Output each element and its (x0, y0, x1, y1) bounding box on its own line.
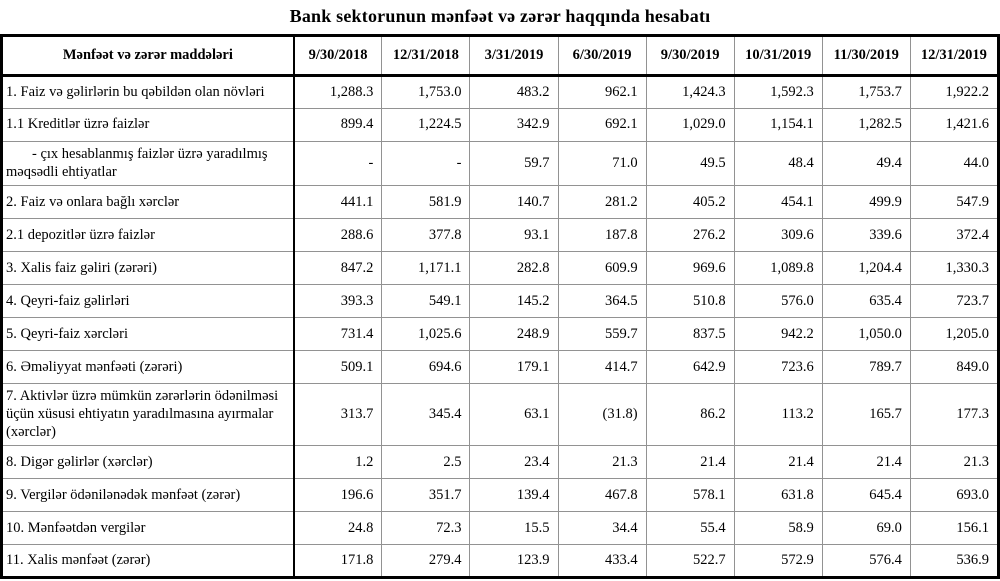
row-value: 15.5 (470, 512, 558, 545)
row-value: 483.2 (470, 76, 558, 109)
row-value: 179.1 (470, 351, 558, 384)
row-value: 49.5 (646, 142, 734, 186)
row-value: 1,029.0 (646, 109, 734, 142)
row-value: 1,282.5 (822, 109, 910, 142)
header-period: 9/30/2019 (646, 36, 734, 76)
row-value: 276.2 (646, 219, 734, 252)
row-value: 342.9 (470, 109, 558, 142)
header-period: 6/30/2019 (558, 36, 646, 76)
row-value: 1,154.1 (734, 109, 822, 142)
row-value: 837.5 (646, 318, 734, 351)
table-row (2, 446, 999, 479)
table-row (2, 142, 999, 186)
row-value: 1,089.8 (734, 252, 822, 285)
row-label: 4. Qeyri-faiz gəlirləri (2, 285, 294, 318)
row-value: 156.1 (910, 512, 998, 545)
row-value: 942.2 (734, 318, 822, 351)
row-value: 21.3 (558, 446, 646, 479)
table-row (2, 318, 999, 351)
row-value: 693.0 (910, 479, 998, 512)
row-value: 576.0 (734, 285, 822, 318)
row-value: 847.2 (294, 252, 382, 285)
row-value: 522.7 (646, 545, 734, 578)
row-value: 171.8 (294, 545, 382, 578)
row-value: 849.0 (910, 351, 998, 384)
row-value: 962.1 (558, 76, 646, 109)
row-value: 899.4 (294, 109, 382, 142)
row-value: 536.9 (910, 545, 998, 578)
row-value: 21.3 (910, 446, 998, 479)
row-value: 86.2 (646, 384, 734, 446)
row-value: 177.3 (910, 384, 998, 446)
report-title: Bank sektorunun mənfəət və zərər haqqında hesabatı (289, 6, 711, 26)
row-value: 1,204.4 (822, 252, 910, 285)
row-value: 196.6 (294, 479, 382, 512)
row-value: 339.6 (822, 219, 910, 252)
header-period: 9/30/2018 (294, 36, 382, 76)
header-period: 12/31/2018 (382, 36, 470, 76)
row-value: 694.6 (382, 351, 470, 384)
row-value: 21.4 (734, 446, 822, 479)
row-value: 642.9 (646, 351, 734, 384)
row-label: 1. Faiz və gəlirlərin bu qəbildən olan növləri (2, 76, 294, 109)
row-value: 1.2 (294, 446, 382, 479)
row-value: 454.1 (734, 186, 822, 219)
row-value: 1,171.1 (382, 252, 470, 285)
row-value: 723.6 (734, 351, 822, 384)
row-value: 692.1 (558, 109, 646, 142)
row-value: 139.4 (470, 479, 558, 512)
row-value: 1,025.6 (382, 318, 470, 351)
row-value: 140.7 (470, 186, 558, 219)
row-value: 1,288.3 (294, 76, 382, 109)
row-value: 645.4 (822, 479, 910, 512)
row-value: 559.7 (558, 318, 646, 351)
row-value: 1,753.7 (822, 76, 910, 109)
row-value: 63.1 (470, 384, 558, 446)
row-value: 631.8 (734, 479, 822, 512)
row-label: 1.1 Kreditlər üzrə faizlər (2, 109, 294, 142)
table-row (2, 512, 999, 545)
row-label: 7. Aktivlər üzrə mümkün zərərlərin ödənilməsi üçün xüsusi ehtiyatın yaradılmasına ayırmalar (xərclər) (2, 384, 294, 446)
row-value: 113.2 (734, 384, 822, 446)
row-label: 5. Qeyri-faiz xərcləri (2, 318, 294, 351)
row-value: 313.7 (294, 384, 382, 446)
row-value: 44.0 (910, 142, 998, 186)
row-value: 309.6 (734, 219, 822, 252)
table-body (2, 76, 999, 578)
row-value: 467.8 (558, 479, 646, 512)
row-value: 1,050.0 (822, 318, 910, 351)
row-value: 547.9 (910, 186, 998, 219)
row-value: 441.1 (294, 186, 382, 219)
row-value: 1,424.3 (646, 76, 734, 109)
row-value: 165.7 (822, 384, 910, 446)
row-value: 145.2 (470, 285, 558, 318)
table-row (2, 76, 999, 109)
row-value: 288.6 (294, 219, 382, 252)
row-label: 10. Mənfəətdən vergilər (2, 512, 294, 545)
row-value: 248.9 (470, 318, 558, 351)
row-value: 1,753.0 (382, 76, 470, 109)
row-value: 23.4 (470, 446, 558, 479)
row-label: 9. Vergilər ödənilənədək mənfəət (zərər) (2, 479, 294, 512)
row-value: 969.6 (646, 252, 734, 285)
table-row (2, 384, 999, 446)
row-value: 123.9 (470, 545, 558, 578)
row-value: 49.4 (822, 142, 910, 186)
row-value: 731.4 (294, 318, 382, 351)
row-value: 34.4 (558, 512, 646, 545)
row-value: 282.8 (470, 252, 558, 285)
row-value: 1,922.2 (910, 76, 998, 109)
row-value: 576.4 (822, 545, 910, 578)
row-value: 281.2 (558, 186, 646, 219)
row-value: (31.8) (558, 384, 646, 446)
row-value: - (382, 142, 470, 186)
row-value: 364.5 (558, 285, 646, 318)
row-value: 59.7 (470, 142, 558, 186)
table-row (2, 351, 999, 384)
row-value: 1,330.3 (910, 252, 998, 285)
row-label: 11. Xalis mənfəət (zərər) (2, 545, 294, 578)
row-value: 1,592.3 (734, 76, 822, 109)
row-value: 69.0 (822, 512, 910, 545)
header-period: 10/31/2019 (734, 36, 822, 76)
row-label: - çıx hesablanmış faizlər üzrə yaradılmış məqsədli ehtiyatlar (2, 142, 294, 186)
table-row (2, 545, 999, 578)
header-period: 12/31/2019 (910, 36, 998, 76)
profit-loss-table (0, 34, 1000, 579)
row-value: 71.0 (558, 142, 646, 186)
header-row (2, 36, 999, 76)
row-value: 433.4 (558, 545, 646, 578)
row-value: 1,421.6 (910, 109, 998, 142)
row-value: 405.2 (646, 186, 734, 219)
row-value: 21.4 (822, 446, 910, 479)
row-label: 2.1 depozitlər üzrə faizlər (2, 219, 294, 252)
table-row (2, 252, 999, 285)
row-value: 609.9 (558, 252, 646, 285)
table-row (2, 479, 999, 512)
row-value: 509.1 (294, 351, 382, 384)
row-value: 279.4 (382, 545, 470, 578)
row-value: 578.1 (646, 479, 734, 512)
row-value: 393.3 (294, 285, 382, 318)
header-period: 11/30/2019 (822, 36, 910, 76)
row-value: 48.4 (734, 142, 822, 186)
row-value: 72.3 (382, 512, 470, 545)
row-value: 187.8 (558, 219, 646, 252)
row-value: 24.8 (294, 512, 382, 545)
row-label: 3. Xalis faiz gəliri (zərəri) (2, 252, 294, 285)
row-value: 499.9 (822, 186, 910, 219)
row-label: 8. Digər gəlirlər (xərclər) (2, 446, 294, 479)
row-value: 93.1 (470, 219, 558, 252)
row-value: 789.7 (822, 351, 910, 384)
row-value: 414.7 (558, 351, 646, 384)
row-value: 1,205.0 (910, 318, 998, 351)
row-value: 21.4 (646, 446, 734, 479)
header-label-column: Mənfəət və zərər maddələri (2, 36, 294, 76)
row-value: 581.9 (382, 186, 470, 219)
row-value: 572.9 (734, 545, 822, 578)
table-row (2, 186, 999, 219)
table-row (2, 219, 999, 252)
row-value: 55.4 (646, 512, 734, 545)
row-label: 6. Əməliyyat mənfəəti (zərəri) (2, 351, 294, 384)
header-period: 3/31/2019 (470, 36, 558, 76)
row-value: 58.9 (734, 512, 822, 545)
row-value: 549.1 (382, 285, 470, 318)
row-value: 345.4 (382, 384, 470, 446)
row-value: - (294, 142, 382, 186)
row-value: 351.7 (382, 479, 470, 512)
row-value: 510.8 (646, 285, 734, 318)
row-value: 2.5 (382, 446, 470, 479)
table-row (2, 109, 999, 142)
row-value: 377.8 (382, 219, 470, 252)
table-row (2, 285, 999, 318)
row-label: 2. Faiz və onlara bağlı xərclər (2, 186, 294, 219)
row-value: 723.7 (910, 285, 998, 318)
row-value: 372.4 (910, 219, 998, 252)
row-value: 1,224.5 (382, 109, 470, 142)
row-value: 635.4 (822, 285, 910, 318)
